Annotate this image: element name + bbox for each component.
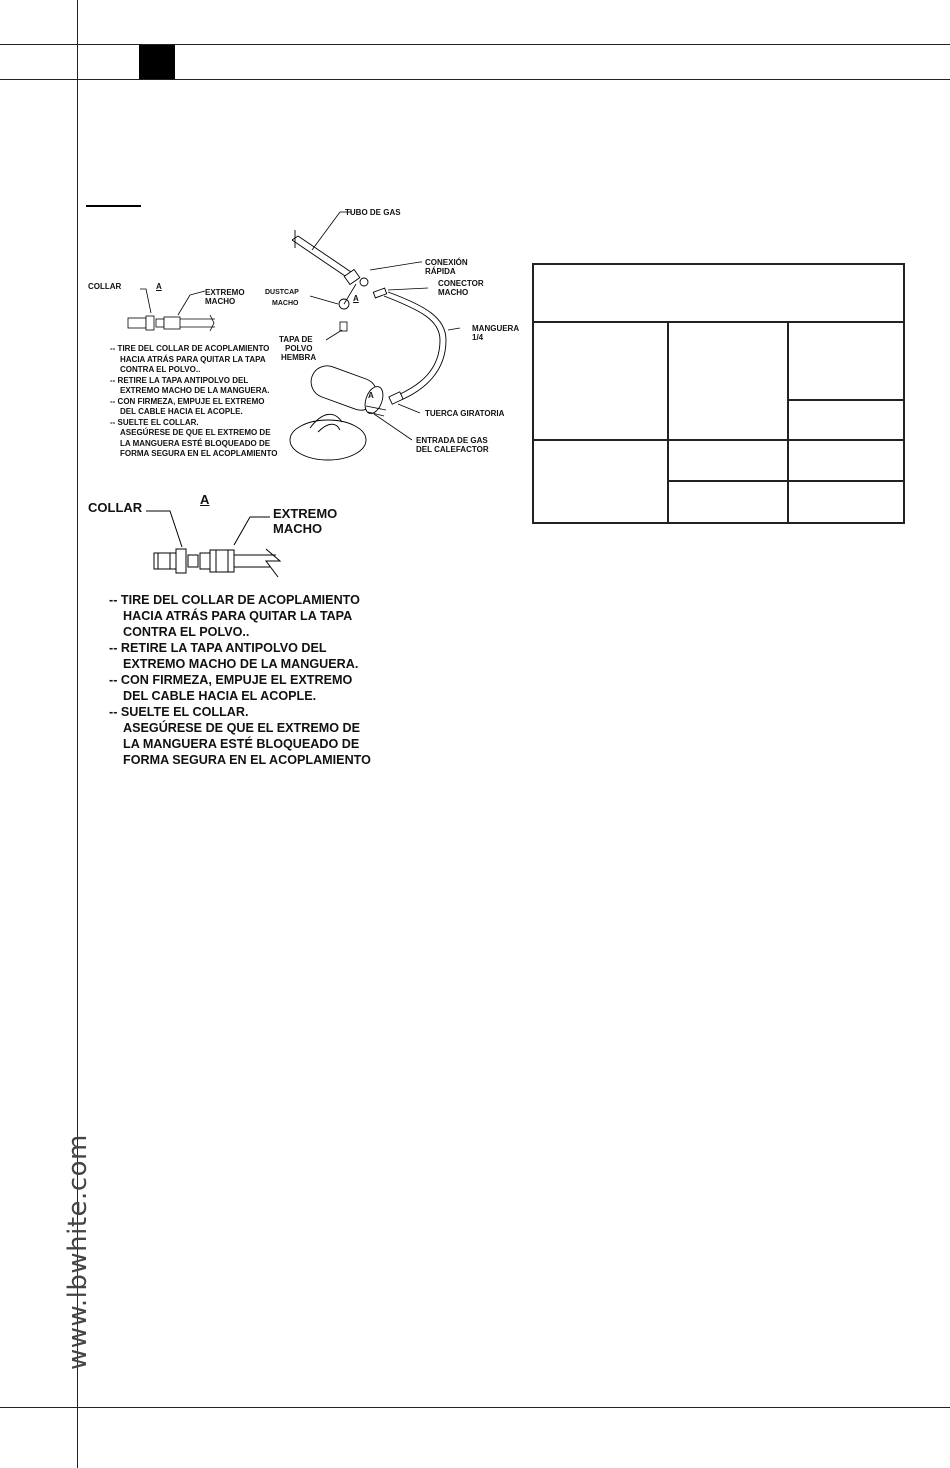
dustcap-male-label-2: MACHO [272, 300, 299, 307]
large-instruction-line: HACIA ATRÁS PARA QUITAR LA TAPA [123, 609, 353, 623]
large-instruction-line: FORMA SEGURA EN EL ACOPLAMIENTO [123, 753, 371, 767]
swivel-nut-label: TUERCA GIRATORIA [425, 409, 505, 418]
specification-table [532, 263, 905, 524]
small-instruction-line: FORMA SEGURA EN EL ACOPLAMIENTO [120, 449, 278, 458]
large-instruction-line: LA MANGUERA ESTÉ BLOQUEADO DE [123, 737, 360, 751]
gas-pipe-label: TUBO DE GAS [345, 208, 401, 217]
small-a-mark: A [156, 282, 162, 291]
small-instruction-line: HACIA ATRÁS PARA QUITAR LA TAPA [120, 354, 266, 364]
small-coupling-drawing [120, 285, 230, 335]
quick-connect-label-2: RÁPIDA [425, 267, 456, 276]
dustcap-female-label-2: POLVO [285, 344, 313, 353]
dustcap-male-label-1: DUSTCAP [265, 289, 299, 296]
large-instruction-line: -- TIRE DEL COLLAR DE ACOPLAMIENTO [109, 593, 360, 607]
large-a-mark: A [200, 492, 210, 507]
dustcap-female-label-3: HEMBRA [281, 353, 317, 362]
hose-label-1: MANGUERA [472, 324, 520, 333]
small-instruction-line: EXTREMO MACHO DE LA MANGUERA. [120, 386, 270, 395]
large-male-end-label-2: MACHO [273, 521, 323, 536]
heater-a-mark-2: A [368, 391, 374, 400]
table-cell [668, 440, 788, 481]
top-rule-2 [0, 79, 950, 80]
large-collar-label: COLLAR [88, 500, 143, 515]
table-cell [788, 400, 904, 440]
small-collar-label: COLLAR [88, 282, 122, 291]
small-instruction-line: -- RETIRE LA TAPA ANTIPOLVO DEL [110, 375, 249, 385]
large-instruction-line: DEL CABLE HACIA EL ACOPLE. [123, 689, 317, 703]
table-header-cell [533, 264, 904, 322]
small-instruction-line: LA MANGUERA ESTÉ BLOQUEADO DE [120, 438, 271, 448]
table-cell [788, 481, 904, 523]
table-cell [668, 322, 788, 440]
small-instruction-line: ASEGÚRESE DE QUE EL EXTREMO DE [120, 428, 271, 437]
large-instruction-line: EXTREMO MACHO DE LA MANGUERA. [123, 657, 359, 671]
large-instruction-line: -- SUELTE EL COLLAR. [109, 705, 249, 719]
small-instruction-line: DEL CABLE HACIA EL ACOPLE. [120, 407, 243, 416]
large-male-end-label-1: EXTREMO [273, 506, 338, 521]
large-instruction-line: -- RETIRE LA TAPA ANTIPOLVO DEL [109, 641, 327, 655]
table-cell [533, 440, 668, 523]
large-instruction-line: -- CON FIRMEZA, EMPUJE EL EXTREMO [109, 673, 353, 687]
bottom-rule [0, 1407, 950, 1408]
small-instruction-line: -- CON FIRMEZA, EMPUJE EL EXTREMO [110, 396, 265, 406]
table-cell [668, 481, 788, 523]
small-instruction-line: CONTRA EL POLVO.. [120, 365, 201, 374]
table-cell [788, 322, 904, 400]
small-male-end-label-1: EXTREMO [205, 288, 245, 297]
small-instruction-line: -- SUELTE EL COLLAR. [110, 417, 199, 427]
heading-underline [86, 205, 141, 207]
table-cell [533, 322, 668, 440]
quick-connect-label-1: CONEXIÓN [425, 258, 468, 267]
table-cell [788, 440, 904, 481]
small-instructions [110, 344, 280, 460]
hose-label-2: 1/4 [472, 333, 484, 342]
small-male-end-label-2: MACHO [205, 297, 236, 306]
large-instruction-line: CONTRA EL POLVO.. [123, 625, 250, 639]
dustcap-female-label-1: TAPA DE [279, 335, 313, 344]
male-connector-label-2: MACHO [438, 288, 469, 297]
male-connector-label-1: CONECTOR [438, 279, 484, 288]
heater-inlet-label-1: ENTRADA DE GAS [416, 436, 488, 445]
heater-inlet-label-2: DEL CALEFACTOR [416, 445, 489, 454]
section-tab-marker [139, 45, 175, 79]
large-instructions [109, 592, 399, 768]
heater-a-mark: A [353, 294, 359, 303]
large-coupling-drawing [140, 505, 300, 585]
website-url: www.lbwhite.com [63, 1134, 93, 1370]
small-instruction-line: -- TIRE DEL COLLAR DE ACOPLAMIENTO [110, 344, 270, 353]
large-instruction-line: ASEGÚRESE DE QUE EL EXTREMO DE [123, 721, 360, 735]
